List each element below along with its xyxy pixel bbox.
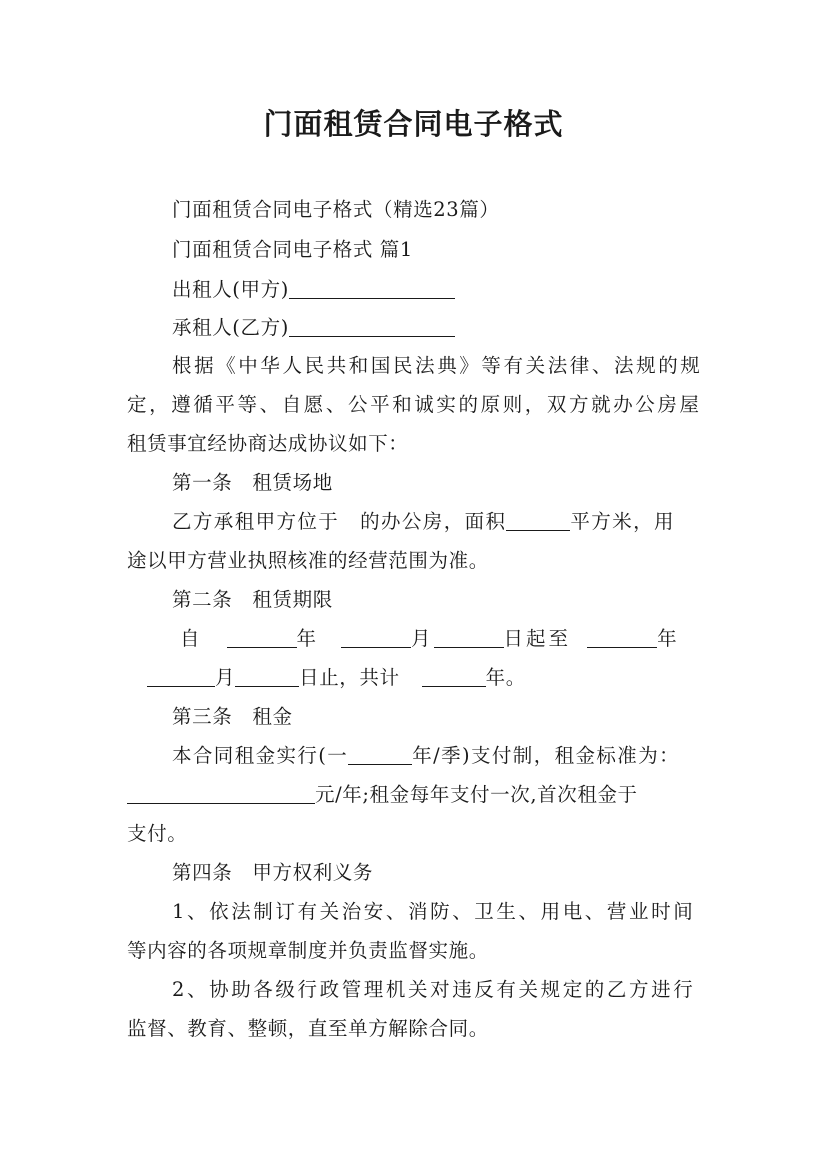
article-3-text-b: 年/季)支付制，租金标准为： [412,744,680,767]
area-blank [506,511,570,531]
article-3-line-1 [172,744,680,768]
article-2-heading: 第二条 租赁期限 [172,588,333,611]
article-3-line-3: 支付。 [127,822,188,845]
lessee-blank [289,317,455,337]
article-4-item-1-line-2: 等内容的各项规章制度并负责监督实施。 [127,939,489,962]
section-heading: 门面租赁合同电子格式 篇1 [172,238,413,261]
end-month-label: 月 [215,666,236,689]
end-year-label: 年 [657,627,680,650]
article-4-item-2-line-1: 2、协助各级行政管理机关对违反有关规定的乙方进行 [172,978,696,1001]
article-1-line-2: 途以甲方营业执照核准的经营范围为准。 [127,549,489,572]
article-3-heading: 第三条 租金 [172,705,293,728]
term-from-label: 自 [180,627,203,650]
article-3-line-2 [127,783,638,807]
article-1-text-b: 平方米，用 [570,510,675,533]
start-day-blank [434,628,504,648]
lessor-label: 出租人(甲方) [172,278,289,301]
start-day-label: 日起至 [503,627,572,650]
end-year-blank [587,628,657,648]
article-3-text-c: 元/年;租金每年支付一次,首次租金于 [315,783,638,806]
lessor-blank [289,279,455,299]
document-subtitle: 门面租赁合同电子格式（精选23篇） [172,198,500,221]
article-2-line-1 [180,627,680,651]
rent-amount-blank [127,784,315,804]
article-1-heading: 第一条 租赁场地 [172,471,333,494]
article-2-line-2 [147,666,526,690]
start-month-label: 月 [411,627,434,650]
article-4-item-2-line-2: 监督、教育、整顿，直至单方解除合同。 [127,1017,489,1040]
start-year-blank [227,628,297,648]
article-1-line-1 [172,510,675,534]
article-4-heading: 第四条 甲方权利义务 [172,861,374,884]
lessee-label: 承租人(乙方) [172,316,289,339]
end-day-blank [235,667,299,687]
intro-line-2: 定，遵循平等、自愿、公平和诚实的原则，双方就办公房屋 [127,393,702,416]
article-4-item-1-line-1: 1、依法制订有关治安、消防、卫生、用电、营业时间 [172,900,696,923]
start-year-label: 年 [296,627,320,650]
start-month-blank [341,628,411,648]
article-3-text-a: 本合同租金实行(一 [172,744,349,767]
payment-period-blank [348,745,412,765]
intro-line-1: 根据《中华人民共和国民法典》等有关法律、法规的规 [172,354,703,377]
total-years-label: 年。 [485,666,526,689]
lessee-line [172,316,455,340]
total-years-blank [422,667,486,687]
lessor-line [172,278,455,302]
end-day-label: 日止，共计 [299,666,400,689]
end-month-blank [147,667,215,687]
document-title: 门面租赁合同电子格式 [263,107,564,141]
article-1-text-a: 乙方承租甲方位于 的办公房，面积 [172,510,507,533]
intro-line-3: 租赁事宜经协商达成协议如下： [127,432,409,455]
